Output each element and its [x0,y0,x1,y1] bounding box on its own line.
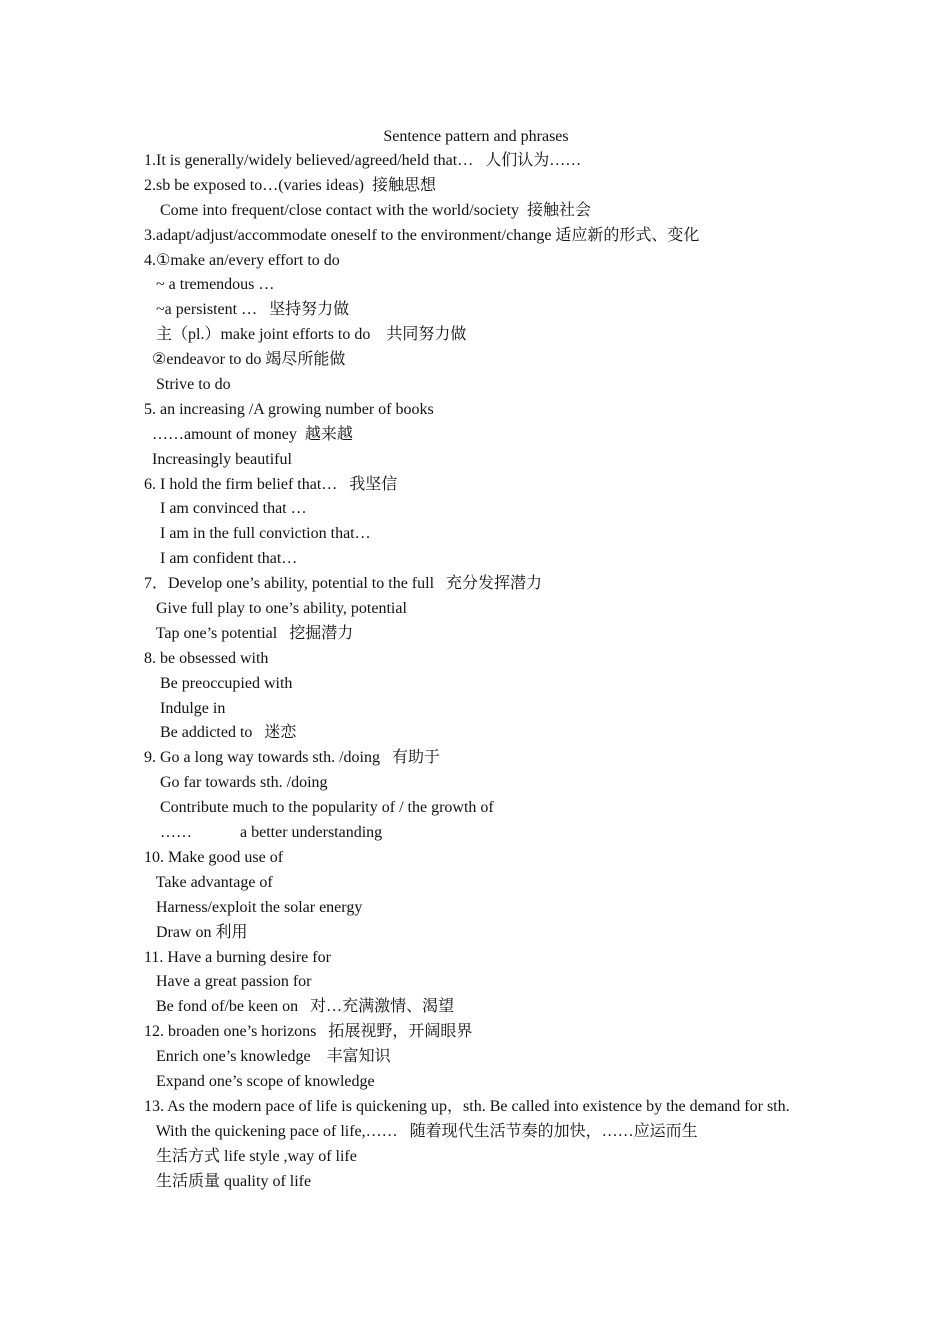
text-line: ~ a tremendous … [144,276,275,294]
text-line: 生活方式 life style ,way of life [144,1147,357,1165]
text-line: I am confident that… [144,550,298,568]
text-line: Strive to do [144,376,231,394]
text-line: 5. an increasing /A growing number of books [144,400,434,418]
text-line: Be preoccupied with [144,674,293,692]
text-line: 7．Develop one’s ability, potential to the full 充分发挥潜力 [144,575,543,593]
text-line: I am convinced that … [144,500,307,518]
text-line: Tap one’s potential 挖掘潜力 [144,624,354,642]
text-line: 12. broaden one’s horizons 拓展视野，开阔眼界 [144,1023,473,1041]
text-line: Take advantage of [144,873,273,891]
document-page [144,124,810,1194]
text-line: With the quickening pace of life,…… 随着现代生活节奏的加快，……应运而生 [144,1122,698,1140]
text-line: Be fond of/be keen on 对…充满激情、渴望 [144,998,455,1016]
text-line: ②endeavor to do 竭尽所能做 [144,351,346,369]
text-line: Indulge in [144,699,226,717]
text-line: 8. be obsessed with [144,649,269,667]
text-line: Harness/exploit the solar energy [144,898,363,916]
text-line: 10. Make good use of [144,848,284,866]
text-line: Be addicted to 迷恋 [144,724,297,742]
text-line: Expand one’s scope of knowledge [144,1072,375,1090]
text-line: 13. As the modern pace of life is quickening up，sth. Be called into existence by the demand for sth. [144,1097,790,1115]
text-line: Contribute much to the popularity of / the growth of [144,799,494,817]
text-line: 主（pl.）make joint efforts to do 共同努力做 [144,326,467,344]
text-line: Come into frequent/close contact with the world/society 接触社会 [144,201,592,219]
text-line: 6. I hold the firm belief that… 我坚信 [144,475,398,493]
text-line: Have a great passion for [144,973,312,991]
document-title: Sentence pattern and phrases [383,128,569,145]
text-line: 生活质量 quality of life [144,1172,312,1190]
text-line: ……amount of money 越来越 [144,425,353,443]
text-line: Increasingly beautiful [144,450,292,468]
text-line: 4.①make an/every effort to do [144,251,340,269]
text-line: Enrich one’s knowledge 丰富知识 [144,1048,391,1066]
text-line: I am in the full conviction that… [144,525,371,543]
text-line: ~a persistent … 坚持努力做 [144,301,350,319]
text-line: 11. Have a burning desire for [144,948,331,966]
text-line: 3.adapt/adjust/accommodate oneself to the environment/change 适应新的形式、变化 [144,226,700,244]
text-line: Give full play to one’s ability, potential [144,600,407,618]
text-line: Draw on 利用 [144,923,248,941]
text-line: 9. Go a long way towards sth. /doing 有助于 [144,749,440,767]
text-line: 1.It is generally/widely believed/agreed/held that… 人们认为…… [144,152,582,169]
text-line: …… a better understanding [144,824,383,842]
text-line: 2.sb be exposed to…(varies ideas) 接触思想 [144,176,436,194]
text-line: Go far towards sth. /doing [144,774,328,792]
